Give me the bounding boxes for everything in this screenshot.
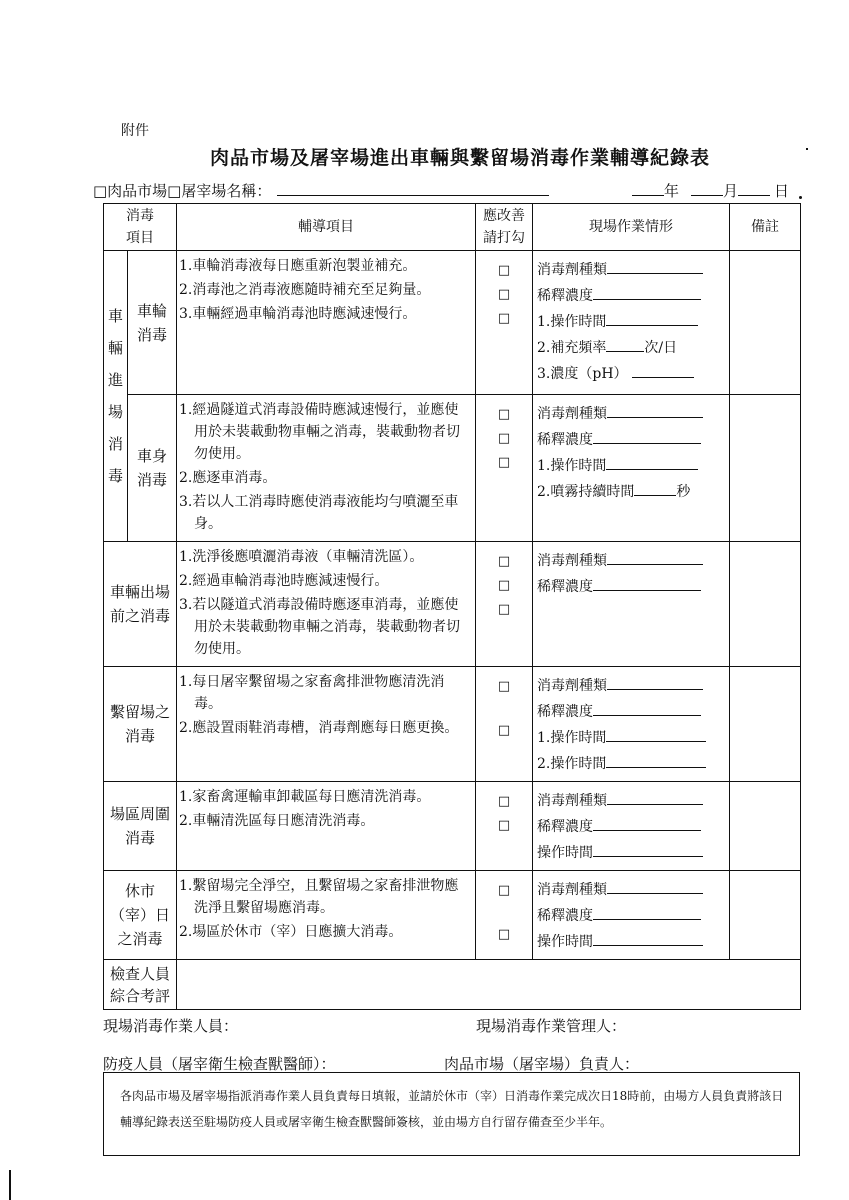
category-lairage <box>104 667 177 782</box>
guidance-items-closed-day <box>177 871 476 960</box>
group-char: 消 <box>107 435 123 453</box>
scan-edge-mark <box>9 1170 11 1200</box>
category-text: 車輪 <box>136 301 167 320</box>
site-status-perimeter <box>533 782 730 871</box>
signature-vet: 防疫人員（屠宰衛生檢查獸醫師）： <box>103 1055 336 1073</box>
checkboxes-closed-day <box>476 871 533 960</box>
improve-checkbox[interactable]: □ <box>497 578 511 593</box>
facility-name-line <box>93 180 549 201</box>
status-line <box>537 309 725 335</box>
guidance-item: 3.若以人工消毒時應使消毒液能均勻噴灑至車身。 <box>179 494 459 532</box>
header-text: 請打勾 <box>483 230 525 246</box>
guidance-item: 2.車輛清洗區每日應清洗消毒。 <box>179 813 375 829</box>
category-text: 車輛出場 <box>109 583 170 601</box>
table-row-perimeter <box>104 782 801 871</box>
blank-field[interactable] <box>607 258 703 274</box>
improve-checkbox[interactable]: □ <box>497 455 511 470</box>
blank-field[interactable] <box>593 428 701 444</box>
status-line <box>537 699 725 725</box>
improve-checkbox[interactable]: □ <box>497 602 511 617</box>
improve-checkbox[interactable]: □ <box>497 287 511 302</box>
status-line <box>537 283 725 309</box>
blank-field[interactable] <box>606 752 706 768</box>
status-label: 1.操作時間 <box>537 314 607 330</box>
status-line <box>537 929 725 955</box>
guidance-item: 1.車輪消毒液每日應重新泡製並補充。 <box>179 258 417 274</box>
checkboxes-lairage <box>476 667 533 782</box>
group-char: 車 <box>107 307 123 325</box>
category-text: 檢查人員 <box>109 964 170 983</box>
guidance-item: 2.經過車輪消毒池時應減速慢行。 <box>179 573 389 589</box>
facility-name-label: □肉品市場□屠宰場名稱： <box>93 182 272 200</box>
guidance-item: 3.若以隧道式消毒設備時應逐車消毒，並應使用於未裝載動物車輛之消毒，裝載動物者切勿使用。 <box>179 597 460 657</box>
table-row-body <box>104 395 801 542</box>
status-label: 操作時間 <box>537 934 593 950</box>
guidance-item: 2.應設置雨鞋消毒槽，消毒劑應每日應更換。 <box>179 720 459 736</box>
status-label: 操作時間 <box>537 845 593 861</box>
status-label: 稀釋濃度 <box>537 704 593 720</box>
category-text: 消毒 <box>136 471 167 489</box>
category-text: 場區周圍 <box>109 805 170 823</box>
status-label: 2.操作時間 <box>537 756 607 772</box>
status-line <box>537 479 725 505</box>
group-char: 進 <box>107 371 123 389</box>
status-line <box>537 574 725 600</box>
blank-field[interactable] <box>607 549 703 565</box>
improve-checkbox[interactable]: □ <box>497 818 511 833</box>
improve-checkbox[interactable]: □ <box>497 679 511 694</box>
category-closed-day <box>104 871 177 960</box>
blank-field[interactable] <box>606 726 706 742</box>
blank-field[interactable] <box>593 815 701 831</box>
guidance-item: 1.繫留場完全淨空，且繫留場之家畜排泄物應洗淨且繫留場應消毒。 <box>179 878 459 916</box>
improve-checkbox[interactable]: □ <box>497 723 511 738</box>
improve-checkbox[interactable]: □ <box>497 263 511 278</box>
blank-field[interactable] <box>606 310 698 326</box>
status-line <box>537 751 725 777</box>
guidance-items-body <box>177 395 476 542</box>
category-wheel <box>128 251 177 395</box>
guidance-item: 1.經過隧道式消毒設備時應減速慢行，並應使用於未裝載動物車輛之消毒，裝載動物者切勿使用。 <box>179 402 460 462</box>
status-label: 1.操作時間 <box>537 730 607 746</box>
guidance-items-exit <box>177 542 476 667</box>
improve-checkbox[interactable]: □ <box>497 883 511 898</box>
header-text: 應改善 <box>483 208 525 224</box>
status-label: 消毒劑種類 <box>537 793 607 809</box>
instruction-note <box>103 1072 800 1156</box>
blank-field[interactable] <box>606 454 698 470</box>
blank-field[interactable] <box>607 789 703 805</box>
site-status-wheel <box>533 251 730 395</box>
remark-cell-lairage[interactable] <box>730 667 801 782</box>
status-unit: 次/日 <box>644 340 678 356</box>
header-guidance-items: 輔導項目 <box>177 204 476 251</box>
status-label: 稀釋濃度 <box>537 908 593 924</box>
status-label: 消毒劑種類 <box>537 678 607 694</box>
group-char: 場 <box>107 403 123 421</box>
group-char: 輛 <box>107 339 123 357</box>
remark-cell-exit[interactable] <box>730 542 801 667</box>
category-text: 之消毒 <box>117 930 163 948</box>
status-line <box>537 814 725 840</box>
checkboxes-wheel <box>476 251 533 395</box>
guidance-item: 1.每日屠宰繫留場之家畜禽排泄物應清洗消毒。 <box>179 674 445 712</box>
table-row-lairage <box>104 667 801 782</box>
site-status-closed-day <box>533 871 730 960</box>
improve-checkbox[interactable]: □ <box>497 927 511 942</box>
remark-cell-body[interactable] <box>730 395 801 542</box>
site-status-lairage <box>533 667 730 782</box>
header-improve-check <box>476 204 533 251</box>
day-field[interactable] <box>738 181 770 196</box>
site-status-exit <box>533 542 730 667</box>
blank-field[interactable] <box>632 362 694 378</box>
date-line <box>632 180 789 201</box>
inspector-evaluation-field[interactable] <box>177 960 801 1010</box>
blank-field[interactable] <box>593 700 701 716</box>
status-line <box>537 725 725 751</box>
guidance-item: 1.洗淨後應噴灑消毒液（車輛清洗區）。 <box>179 549 424 565</box>
status-label: 2.噴霧持續時間 <box>537 484 635 500</box>
year-field[interactable] <box>632 181 664 196</box>
instruction-text: 各肉品市場及屠宰場指派消毒作業人員負責每日填報，並請於休市（宰）日消毒作業完成次日18時前，由場方人員負責將該日輔導紀錄表送至駐場防疫人員或屠宰衛生檢查獸醫師簽核，並由場方自行留存備查至少半年。 <box>120 1089 784 1129</box>
blank-field[interactable] <box>593 575 701 591</box>
site-status-body <box>533 395 730 542</box>
attachment-label: 附件 <box>121 123 149 139</box>
category-text: 消毒 <box>124 829 155 847</box>
remark-cell-wheel[interactable] <box>730 251 801 395</box>
guidance-items-perimeter <box>177 782 476 871</box>
status-line <box>537 548 725 574</box>
status-label: 消毒劑種類 <box>537 882 607 898</box>
category-exit <box>104 542 177 667</box>
blank-field[interactable] <box>593 284 701 300</box>
guidance-item: 1.家畜禽運輸車卸載區每日應清洗消毒。 <box>179 789 431 805</box>
header-text: 消毒 <box>126 208 154 224</box>
table-header-row <box>104 204 801 251</box>
table-row-closed-day <box>104 871 801 960</box>
month-field[interactable] <box>691 181 723 196</box>
status-unit: 秒 <box>676 484 691 500</box>
improve-checkbox[interactable]: □ <box>497 554 511 569</box>
status-line <box>537 903 725 929</box>
improve-checkbox[interactable]: □ <box>497 794 511 809</box>
guidance-item: 3.車輛經過車輪消毒池時應減速慢行。 <box>179 306 417 322</box>
header-text: 項目 <box>126 230 154 246</box>
improve-checkbox[interactable]: □ <box>497 431 511 446</box>
month-label: 月 <box>723 182 739 200</box>
blank-field[interactable] <box>607 402 703 418</box>
category-text: 前之消毒 <box>109 607 170 625</box>
status-label: 3.濃度（pH） <box>537 366 628 382</box>
category-text: 車身 <box>136 447 167 465</box>
status-line <box>537 427 725 453</box>
status-label: 1.操作時間 <box>537 458 607 474</box>
header-item-category <box>104 204 177 251</box>
remark-cell-perimeter[interactable] <box>730 782 801 871</box>
table-row-inspector <box>104 960 801 1010</box>
guidance-items-wheel <box>177 251 476 395</box>
category-text: 綜合考評 <box>109 986 170 1005</box>
category-text: 消毒 <box>124 727 155 745</box>
category-text: 消毒 <box>136 325 167 344</box>
status-label: 2.補充頻率 <box>537 340 607 356</box>
status-line <box>537 673 725 699</box>
record-table <box>103 203 801 1010</box>
scan-speck <box>799 196 802 199</box>
status-line <box>537 335 725 361</box>
signature-manager: 現場消毒作業管理人： <box>476 1017 627 1035</box>
blank-field[interactable] <box>593 930 703 946</box>
category-text: 繫留場之 <box>109 703 170 721</box>
page-title: 肉品市場及屠宰場進出車輛與繫留場消毒作業輔導紀錄表 <box>210 147 711 169</box>
status-line <box>537 788 725 814</box>
signature-owner: 肉品市場（屠宰場）負責人： <box>444 1055 640 1073</box>
status-label: 稀釋濃度 <box>537 579 593 595</box>
year-label: 年 <box>664 182 680 200</box>
category-text: 休市 <box>124 882 155 900</box>
header-site-status: 現場作業情形 <box>533 204 730 251</box>
signature-worker: 現場消毒作業人員： <box>103 1017 239 1035</box>
blank-field[interactable] <box>634 480 676 496</box>
status-line <box>537 361 725 387</box>
improve-checkbox[interactable]: □ <box>497 407 511 422</box>
day-label: 日 <box>774 182 790 200</box>
improve-checkbox[interactable]: □ <box>497 311 511 326</box>
remark-cell-closed-day[interactable] <box>730 871 801 960</box>
status-label: 消毒劑種類 <box>537 406 607 422</box>
checkboxes-exit <box>476 542 533 667</box>
status-label: 稀釋濃度 <box>537 819 593 835</box>
status-label: 稀釋濃度 <box>537 288 593 304</box>
checkboxes-perimeter <box>476 782 533 871</box>
guidance-item: 2.消毒池之消毒液應隨時補充至足夠量。 <box>179 282 431 298</box>
table-row-wheel <box>104 251 801 395</box>
blank-field[interactable] <box>593 904 701 920</box>
blank-field[interactable] <box>607 674 703 690</box>
status-line <box>537 877 725 903</box>
guidance-item: 2.場區於休市（宰）日應擴大消毒。 <box>179 924 403 940</box>
status-line <box>537 257 725 283</box>
table-row-exit <box>104 542 801 667</box>
facility-name-field[interactable] <box>277 181 549 196</box>
scan-speck <box>806 148 808 150</box>
blank-field[interactable] <box>593 841 703 857</box>
checkboxes-body <box>476 395 533 542</box>
status-label: 消毒劑種類 <box>537 262 607 278</box>
status-line <box>537 840 725 866</box>
status-label: 稀釋濃度 <box>537 432 593 448</box>
guidance-items-lairage <box>177 667 476 782</box>
status-line <box>537 453 725 479</box>
category-text: （宰）日 <box>109 906 170 924</box>
vehicle-entry-group-label <box>104 251 128 542</box>
category-perimeter <box>104 782 177 871</box>
guidance-item: 2.應逐車消毒。 <box>179 470 277 486</box>
status-label: 消毒劑種類 <box>537 553 607 569</box>
header-remarks: 備註 <box>730 204 801 251</box>
category-inspector <box>104 960 177 1010</box>
group-char: 毒 <box>107 467 123 485</box>
blank-field[interactable] <box>607 878 703 894</box>
category-body <box>128 395 177 542</box>
blank-field[interactable] <box>606 336 644 352</box>
status-line <box>537 401 725 427</box>
